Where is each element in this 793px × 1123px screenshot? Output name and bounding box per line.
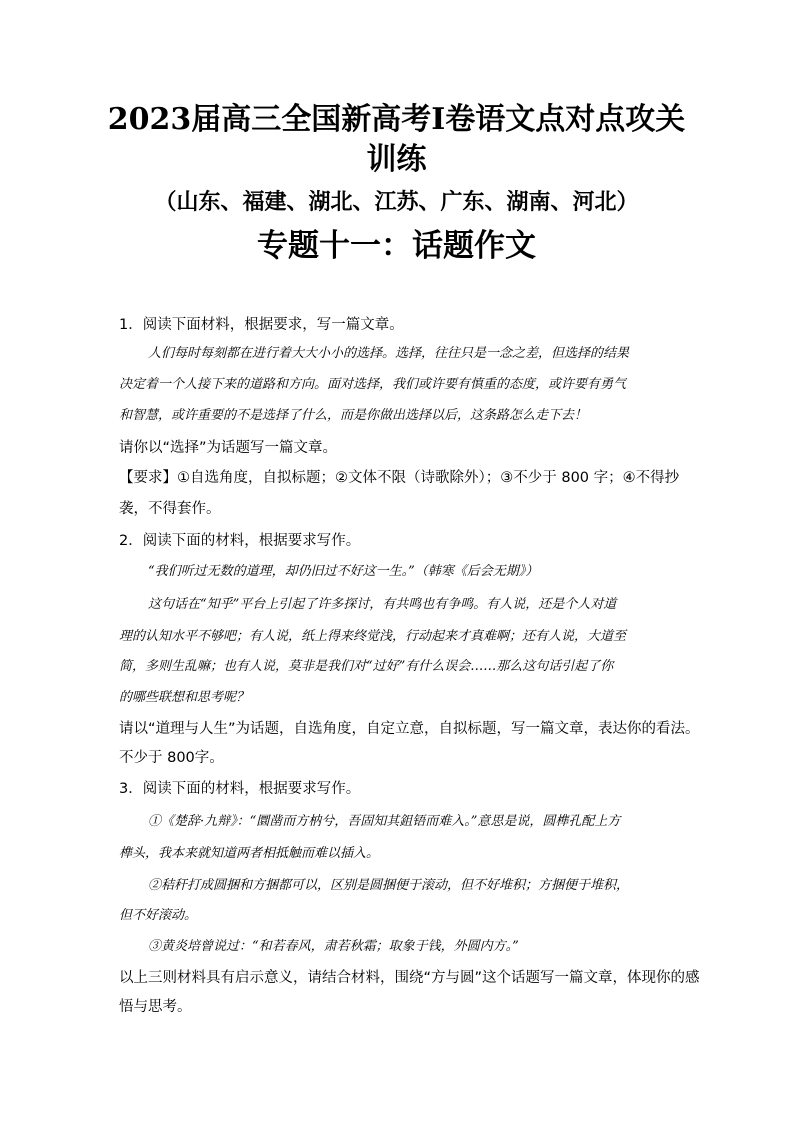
q2-material-line: 理的认知水平不够吧；有人说，纸上得来终觉浅，行动起来才真难啊；还有人说，大道至 [119,629,627,644]
q3-material-1: ①《楚辞·九辩》：“圜凿而方枘兮，吾固知其鉏铻而难入。”意思是说，圆榫孔配上方 [148,814,621,829]
q3-material-3: ③黄炎培曾说过：“和若春风，肃若秋霜；取象于钱，外圆内方。” [148,939,519,954]
q3-material-2-cont: 但不好滚动。 [119,908,198,923]
doc-title-line2: 训练 [366,142,427,177]
q3-task-cont: 悟与思考。 [119,999,192,1015]
q3-material-1-cont: 榫头，我本来就知道两者相抵触而难以插入。 [119,846,380,861]
doc-title-line1: 2023届高三全国新高考Ⅰ卷语文点对点攻关 [107,102,686,137]
q1-requirements-cont: 袭，不得套作。 [119,501,221,517]
q1-material-line: 和智慧，或许重要的不是选择了什么，而是你做出选择以后，这条路怎么走下去！ [119,408,588,423]
q2-material-line: 这句话在“知乎”平台上引起了许多探讨，有共鸣也有争鸣。有人说，还是个人对道 [148,597,617,612]
q2-task: 请以“道理与人生”为话题，自选角度，自定立意，自拟标题，写一篇文章，表达你的看法。 [119,721,700,737]
q2-material-line: 的哪些联想和思考呢？ [119,690,250,705]
q1-material-line: 人们每时每刻都在进行着大大小小的选择。选择，往往只是一念之差，但选择的结果 [148,346,630,361]
q2-prompt: 2．阅读下面的材料，根据要求写作。 [119,533,361,549]
topic-heading: 专题十一：话题作文 [257,228,536,264]
q3-prompt: 3．阅读下面的材料，根据要求写作。 [119,781,361,797]
q1-material-line: 决定着一个人接下来的道路和方向。面对选择，我们或许要有慎重的态度，或许要有勇气 [119,377,627,392]
q3-task: 以上三则材料具有启示意义，请结合材料，围绕“方与圆”这个话题写一篇文章，体现你的感 [119,970,700,986]
q3-material-2: ②秸秆打成圆捆和方捆都可以，区别是圆捆便于滚动，但不好堆积；方捆便于堆积， [148,878,630,893]
q1-prompt: 1．阅读下面材料，根据要求，写一篇文章。 [119,317,404,333]
regions-subtitle: （山东、福建、湖北、江苏、广东、湖南、河北） [154,189,639,215]
q2-quote: “我们听过无数的道理，却仍旧过不好这一生。”（韩寒《后会无期》） [148,564,539,579]
q1-requirements: 【要求】①自选角度，自拟标题；②文体不限（诗歌除外）；③不少于 800 字；④不得抄 [119,470,680,486]
q2-material-line: 简，多则生乱嘛；也有人说，莫非是我们对“过好”有什么误会……那么这句话引起了你 [119,659,614,674]
q1-task: 请你以“选择”为话题写一篇文章。 [119,440,338,456]
q2-task-cont: 不少于 800字。 [119,750,224,766]
